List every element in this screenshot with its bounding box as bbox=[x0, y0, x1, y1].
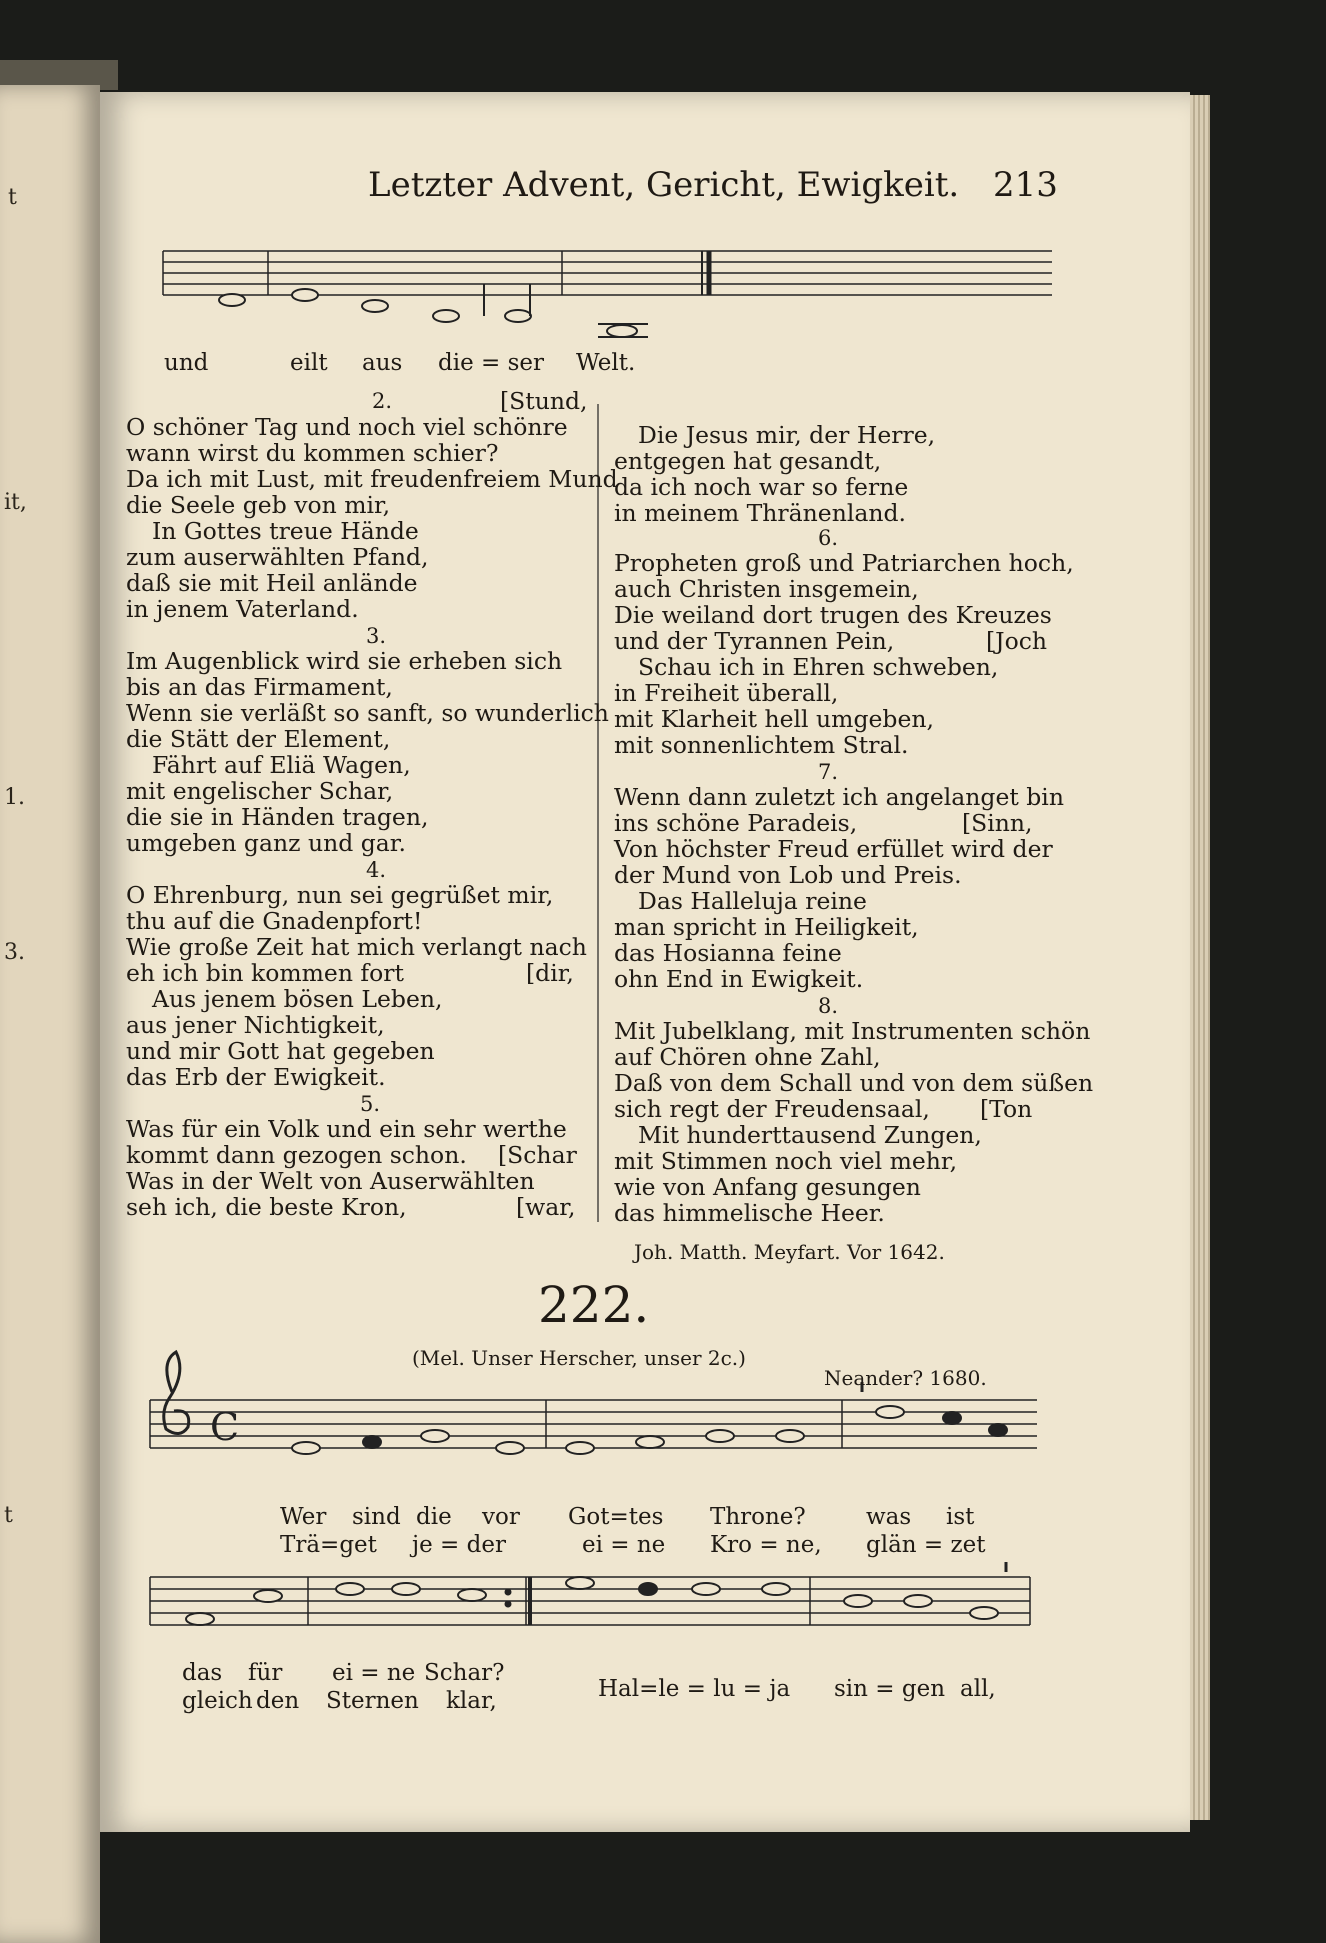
lyric: die bbox=[416, 1504, 452, 1530]
verse-line: und mir Gott hat gegeben bbox=[126, 1037, 435, 1065]
note-head bbox=[292, 289, 318, 301]
verse-line: sich regt der Freudensaal, bbox=[614, 1095, 930, 1123]
running-header: Letzter Advent, Gericht, Ewigkeit. bbox=[368, 165, 960, 205]
lyric: Trä=get bbox=[280, 1532, 377, 1558]
verse-line: ins schöne Paradeis, bbox=[614, 809, 858, 837]
verse-number: 7. bbox=[818, 760, 839, 784]
verse-line: Was für ein Volk und ein sehr werthe bbox=[126, 1115, 567, 1143]
note-head bbox=[186, 1613, 214, 1625]
note-head bbox=[943, 1412, 961, 1424]
verse-number: 4. bbox=[366, 858, 387, 882]
verse-number: 3. bbox=[366, 624, 387, 648]
verse-line: und der Tyrannen Pein, bbox=[614, 627, 895, 655]
verse-line: Wenn sie verläßt so sanft, so wunderlich bbox=[126, 699, 609, 727]
verse-line: das himmelische Heer. bbox=[614, 1199, 885, 1227]
note-head bbox=[566, 1577, 594, 1589]
verse-line: entgegen hat gesandt, bbox=[614, 447, 882, 475]
verse-line: Im Augenblick wird sie erheben sich bbox=[126, 647, 563, 675]
verse-number: 5. bbox=[360, 1092, 381, 1116]
left-fragment: 1. bbox=[4, 785, 25, 810]
verse-line: das Erb der Ewigkeit. bbox=[126, 1063, 386, 1091]
verse-line: Fährt auf Eliä Wagen, bbox=[152, 751, 411, 779]
note-head bbox=[636, 1436, 664, 1448]
verse-line: Wie große Zeit hat mich verlangt nach bbox=[126, 933, 587, 961]
note-head bbox=[421, 1430, 449, 1442]
hymn-number: 222. bbox=[538, 1276, 650, 1334]
lyric: die = ser bbox=[438, 350, 544, 376]
verse-line: mit Stimmen noch viel mehr, bbox=[614, 1147, 958, 1175]
verse-line: Mit hunderttausend Zungen, bbox=[638, 1121, 982, 1149]
verse-line: Von höchster Freud erfüllet wird der bbox=[614, 835, 1053, 863]
verse-line: der Mund von Lob und Preis. bbox=[614, 861, 962, 889]
book-page bbox=[100, 92, 1190, 1832]
verse-number: 6. bbox=[818, 526, 839, 550]
verse-number: 8. bbox=[818, 994, 839, 1018]
verse-line: auf Chören ohne Zahl, bbox=[614, 1043, 881, 1071]
note-head bbox=[639, 1583, 657, 1595]
lyric: Hal=le = lu = ja bbox=[598, 1676, 791, 1702]
verse-line: mit sonnenlichtem Stral. bbox=[614, 731, 909, 759]
verse-line: In Gottes treue Hände bbox=[152, 517, 419, 545]
lyric: das bbox=[182, 1660, 223, 1686]
melody-reference: (Mel. Unser Herscher, unser 2c.) bbox=[412, 1346, 746, 1370]
common-time: C bbox=[210, 1405, 240, 1449]
lyric: sin = gen bbox=[834, 1676, 946, 1702]
note-head bbox=[458, 1589, 486, 1601]
note-head bbox=[904, 1595, 932, 1607]
lyric: den bbox=[256, 1688, 300, 1714]
verse-line: bis an das Firmament, bbox=[126, 673, 393, 701]
verse-line: aus jener Nichtigkeit, bbox=[126, 1011, 385, 1039]
left-page bbox=[0, 85, 100, 1943]
verse-line: zum auserwählten Pfand, bbox=[126, 543, 429, 571]
verse-line: ohn End in Ewigkeit. bbox=[614, 965, 864, 993]
note-head bbox=[336, 1583, 364, 1595]
verse-line: in meinem Thränenland. bbox=[614, 499, 907, 527]
note-head bbox=[505, 310, 531, 322]
verse-line: das Hosianna feine bbox=[614, 939, 842, 967]
lyric: Schar? bbox=[424, 1660, 505, 1686]
lyric: ei = ne bbox=[332, 1660, 416, 1686]
verse-line: Aus jenem bösen Leben, bbox=[152, 985, 443, 1013]
verse-line: auch Christen insgemein, bbox=[614, 575, 919, 603]
note-head bbox=[607, 325, 637, 337]
verse-line: O Ehrenburg, nun sei gegrüßet mir, bbox=[126, 881, 554, 909]
verse-line: thu auf die Gnadenpfort! bbox=[126, 907, 423, 935]
note-head bbox=[292, 1442, 320, 1454]
verse-line: in Freiheit überall, bbox=[614, 679, 839, 707]
lyric: und bbox=[164, 350, 209, 376]
verse-line: daß sie mit Heil anlände bbox=[126, 569, 418, 597]
verse-line: die sie in Händen tragen, bbox=[126, 803, 429, 831]
note-head bbox=[692, 1583, 720, 1595]
note-head bbox=[762, 1583, 790, 1595]
lyric: all, bbox=[960, 1676, 996, 1702]
left-fragment: 3. bbox=[4, 940, 25, 965]
verse-line: Die Jesus mir, der Herre, bbox=[638, 421, 936, 449]
verse-line: Daß von dem Schall und von dem süßen bbox=[614, 1069, 1094, 1097]
lyric: Wer bbox=[280, 1504, 327, 1530]
verse-line: [Stund, bbox=[500, 387, 588, 415]
lyric: Got=tes bbox=[568, 1504, 664, 1530]
verse-line: wie von Anfang gesungen bbox=[614, 1173, 921, 1201]
note-head bbox=[706, 1430, 734, 1442]
verse-line: O schöner Tag und noch viel schönre bbox=[126, 413, 568, 441]
note-head bbox=[776, 1430, 804, 1442]
verse-line: umgeben ganz und gar. bbox=[126, 829, 406, 857]
note-head bbox=[254, 1590, 282, 1602]
lyric: Kro = ne, bbox=[710, 1532, 822, 1558]
verse-line: [war, bbox=[516, 1193, 576, 1221]
verse-line: die Seele geb von mir, bbox=[126, 491, 391, 519]
lyric: aus bbox=[362, 350, 403, 376]
verse-line: Die weiland dort trugen des Kreuzes bbox=[614, 601, 1052, 629]
composer: Neander? 1680. bbox=[824, 1366, 987, 1390]
note-head bbox=[392, 1583, 420, 1595]
top-staff bbox=[163, 251, 1052, 295]
verse-line: man spricht in Heiligkeit, bbox=[614, 913, 919, 941]
page-number: 213 bbox=[993, 165, 1058, 205]
verse-line: mit Klarheit hell umgeben, bbox=[614, 705, 934, 733]
verse-line: mit engelischer Schar, bbox=[126, 777, 394, 805]
note-head bbox=[363, 1436, 381, 1448]
verse-line: Das Halleluja reine bbox=[638, 887, 867, 915]
verse-line: Propheten groß und Patriarchen hoch, bbox=[614, 549, 1074, 577]
verse-line: Wenn dann zuletzt ich angelanget bin bbox=[614, 783, 1064, 811]
note-head bbox=[989, 1424, 1007, 1436]
lyric: Sternen bbox=[326, 1688, 419, 1714]
verse-line: wann wirst du kommen schier? bbox=[126, 439, 499, 467]
note-head bbox=[970, 1607, 998, 1619]
verse-line: [Schar bbox=[498, 1141, 577, 1169]
left-fragment: t bbox=[8, 185, 17, 210]
lyric: ei = ne bbox=[582, 1532, 666, 1558]
lyric: glän = zet bbox=[866, 1532, 986, 1558]
verse-line: Da ich mit Lust, mit freudenfreiem Mund bbox=[126, 465, 618, 493]
verse-line: [dir, bbox=[526, 959, 574, 987]
note-head bbox=[362, 300, 388, 312]
lyric: eilt bbox=[290, 350, 328, 376]
verse-line: eh ich bin kommen fort bbox=[126, 959, 404, 987]
lyric: für bbox=[248, 1660, 283, 1686]
author-attribution: Joh. Matth. Meyfart. Vor 1642. bbox=[634, 1240, 945, 1264]
verse-line: [Sinn, bbox=[962, 809, 1033, 837]
verse-line: Was in der Welt von Auserwählten bbox=[126, 1167, 535, 1195]
lyric: was bbox=[866, 1504, 912, 1530]
note-head bbox=[219, 294, 245, 306]
verse-line: die Stätt der Element, bbox=[126, 725, 391, 753]
verse-line: in jenem Vaterland. bbox=[126, 595, 359, 623]
lyric: klar, bbox=[446, 1688, 497, 1714]
lyric: gleich bbox=[182, 1688, 253, 1714]
note-head bbox=[433, 310, 459, 322]
verse-line: seh ich, die beste Kron, bbox=[126, 1193, 407, 1221]
verse-line: kommt dann gezogen schon. bbox=[126, 1141, 467, 1169]
verse-line: Schau ich in Ehren schweben, bbox=[638, 653, 999, 681]
note-head bbox=[566, 1442, 594, 1454]
verse-line: Mit Jubelklang, mit Instrumenten schön bbox=[614, 1017, 1091, 1045]
hymn-staff-1 bbox=[150, 1400, 1037, 1448]
verse-line: [Joch bbox=[986, 627, 1048, 655]
lyric: je = der bbox=[412, 1532, 506, 1558]
left-fragment: t bbox=[4, 1503, 13, 1528]
lyric: ist bbox=[946, 1504, 975, 1530]
note-head bbox=[876, 1406, 904, 1418]
verse-line: da ich noch war so ferne bbox=[614, 473, 909, 501]
lyric: Welt. bbox=[576, 350, 636, 376]
lyric: vor bbox=[482, 1504, 520, 1530]
lyric: Throne? bbox=[710, 1504, 806, 1530]
lyric: sind bbox=[352, 1504, 401, 1530]
note-head bbox=[844, 1595, 872, 1607]
left-fragment: it, bbox=[4, 490, 27, 515]
note-head bbox=[496, 1442, 524, 1454]
treble-clef bbox=[164, 1352, 189, 1434]
verse-number: 2. bbox=[372, 389, 393, 413]
verse-line: [Ton bbox=[980, 1095, 1033, 1123]
